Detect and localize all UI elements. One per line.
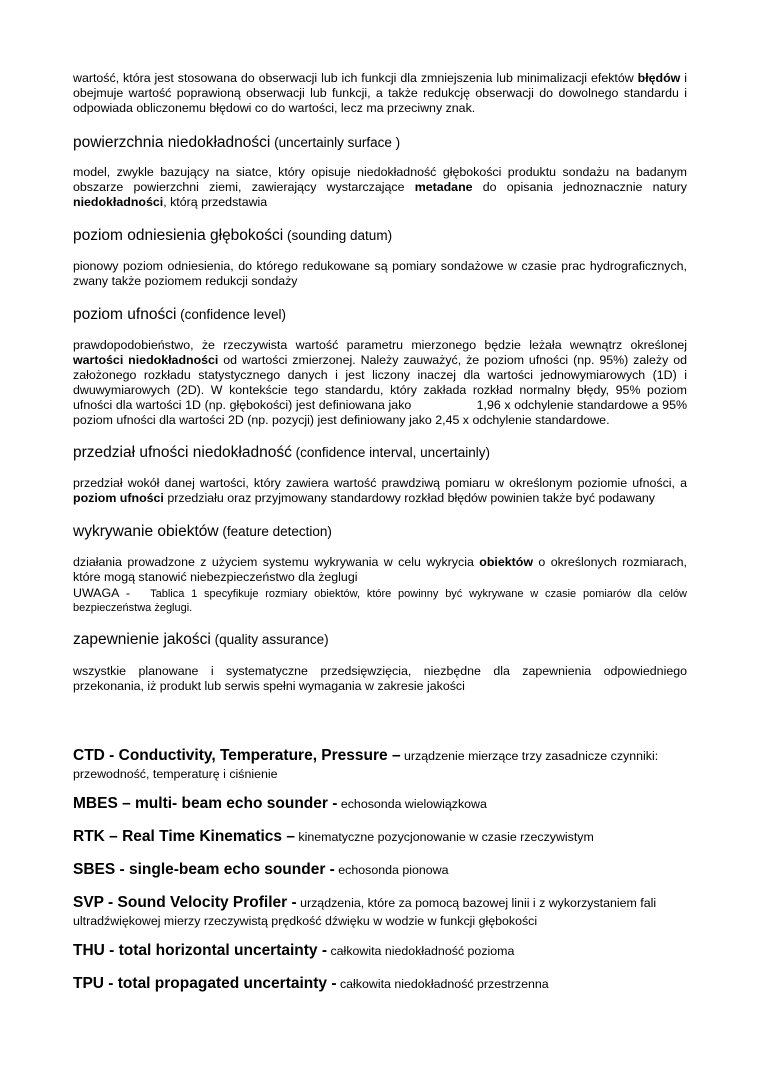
intro-text-1: wartość, która jest stosowana do obserwacji lub ich funkcji dla zmniejszenia lub minimalizacji efektów: [73, 71, 638, 85]
heading-english: (confidence level): [176, 307, 286, 322]
heading-english: (uncertainly surface ): [270, 135, 401, 150]
abbreviation-thu: [73, 942, 687, 960]
heading-english: (sounding datum): [283, 228, 393, 243]
def-text: prawdopodobieństwo, że rzeczywista wartość parametru mierzonego będzie leżała wewnątrz określonej: [73, 338, 687, 352]
abbreviation-tpu: [73, 975, 687, 993]
def-bold: wartości niedokładności: [73, 353, 219, 367]
heading-term: przedział ufności niedokładność: [73, 444, 292, 461]
heading-term: powierzchnia niedokładności: [73, 134, 271, 151]
def-text: przedziału oraz przyjmowany standardowy rozkład błędów powinien także być podawany: [163, 491, 655, 505]
heading-term: poziom ufności: [73, 306, 177, 323]
abbr-term: CTD - Conductivity, Temperature, Pressure –: [73, 747, 401, 764]
def-text: model, zwykle bazujący na siatce, który opisuje niedokładność głębokości produktu sondażu na badanym obszarze powierzchni ziemi, zawierający wystarczające: [73, 165, 687, 194]
def-text: przedział wokół danej wartości, który zawiera wartość prawdziwą pomiaru w określonym poziomie ufności, a: [73, 476, 687, 490]
def-text: o określonych rozmiarach, które mogą stanowić niebezpieczeństwo dla żeglugi: [73, 555, 687, 584]
abbr-description: całkowita niedokładność przestrzenna: [336, 977, 549, 991]
heading-term: poziom odniesienia głębokości: [73, 227, 284, 244]
intro-bold-1: błędów: [637, 71, 681, 85]
abbreviation-rtk: [73, 828, 687, 846]
abbr-description: echosonda pionowa: [334, 863, 449, 877]
intro-text-2: i obejmuje wartość poprawioną obserwacji lub funkcji, a także redukcję obserwacji do dowolnego standardu i odpowiada obliczonemu błędowi co do wartości, lecz ma przeciwny znak.: [73, 71, 687, 115]
abbr-description: urządzenie mierzące trzy zasadnicze czynniki: przewodność, temperaturę i ciśnienie: [73, 749, 659, 781]
note-label: UWAGA -: [73, 586, 130, 600]
def-text: do opisania jednoznacznie natury: [472, 180, 688, 194]
section-heading-feature-detection: [73, 523, 687, 541]
intro-paragraph: [73, 71, 687, 116]
def-bold: obiektów: [479, 555, 533, 569]
def-text: wszystkie planowane i systematyczne przedsięwzięcia, niezbędne dla zapewnienia odpowiedniego przekonania, iż produkt lub serwis spełni wymagania w zakresie jakości: [73, 664, 687, 693]
abbr-term: MBES – multi- beam echo sounder -: [73, 795, 338, 812]
heading-english: (feature detection): [218, 524, 332, 539]
heading-english: (confidence interval, uncertainly): [291, 445, 490, 460]
abbr-description: kinematyczne pozycjonowanie w czasie rzeczywistym: [294, 830, 594, 844]
def-text: od wartości zmierzonej. Należy zauważyć, że poziom ufności (np. 95%) zależy od założonego rozkładu statystycznego danych i jest liczony inaczej dla wartości jednowymiarowych (1D) i dwuwymiarowych (2D). W kontekście tego standardu, który zakłada rozkład normalny błędy, 95% poziom ufności dla wartości 1D (np. głębokości) jest definiowana jako 1,96 x odchylenie standardowe a 95% poziom ufności dla wartości 2D (np. pozycji) jest definiowany jako 2,45 x odchylenie standardowe.: [73, 353, 691, 427]
definition-confidence-level: [73, 338, 691, 428]
definition-feature-detection: [73, 555, 687, 585]
abbr-term: RTK – Real Time Kinematics –: [73, 828, 295, 845]
section-heading-uncertainty-surface: [73, 134, 687, 152]
def-text: , którą przedstawia: [163, 195, 268, 209]
abbr-term: THU - total horizontal uncertainty -: [73, 942, 328, 959]
definition-sounding-datum: [73, 259, 687, 289]
note-text: Tablica 1 specyfikuje rozmiary obiektów, które powinny być wykrywane w czasie pomiarów dla celów bezpieczeństwa żeglugi.: [73, 588, 691, 614]
abbreviation-svp: [73, 894, 687, 930]
heading-term: zapewnienie jakości: [73, 631, 211, 648]
section-heading-confidence-interval: [73, 444, 687, 462]
def-bold: poziom ufności: [73, 491, 164, 505]
definition-quality-assurance: [73, 664, 687, 694]
section-heading-sounding-datum: [73, 227, 687, 245]
definition-uncertainty-surface: [73, 165, 687, 210]
abbr-term: SBES - single-beam echo sounder -: [73, 861, 335, 878]
abbr-term: SVP - Sound Velocity Profiler -: [73, 894, 297, 911]
note-feature-detection: [73, 586, 691, 615]
abbr-description: urządzenia, które za pomocą bazowej linii i z wykorzystaniem fali ultradźwiękowej mierzy rzeczywistą prędkość dźwięku w wodzie w funkcji głębokości: [73, 896, 657, 928]
section-heading-confidence-level: [73, 306, 687, 324]
section-heading-quality-assurance: [73, 631, 687, 649]
abbr-description: całkowita niedokładność pozioma: [327, 944, 515, 958]
abbr-term: TPU - total propagated uncertainty -: [73, 975, 337, 992]
def-bold: niedokładności: [73, 195, 164, 209]
heading-term: wykrywanie obiektów: [73, 523, 219, 540]
def-text: pionowy poziom odniesienia, do którego redukowane są pomiary sondażowe w czasie prac hydrograficznych, zwany także poziomem redukcji sondaży: [73, 259, 687, 288]
abbreviation-ctd: [73, 747, 687, 783]
def-bold: metadane: [414, 180, 473, 194]
abbreviation-sbes: [73, 861, 687, 879]
abbr-description: echosonda wielowiązkowa: [337, 797, 487, 811]
heading-english: (quality assurance): [210, 632, 329, 647]
abbreviation-mbes: [73, 795, 687, 813]
definition-confidence-interval: [73, 476, 687, 506]
def-text: działania prowadzone z użyciem systemu wykrywania w celu wykrycia: [73, 555, 480, 569]
